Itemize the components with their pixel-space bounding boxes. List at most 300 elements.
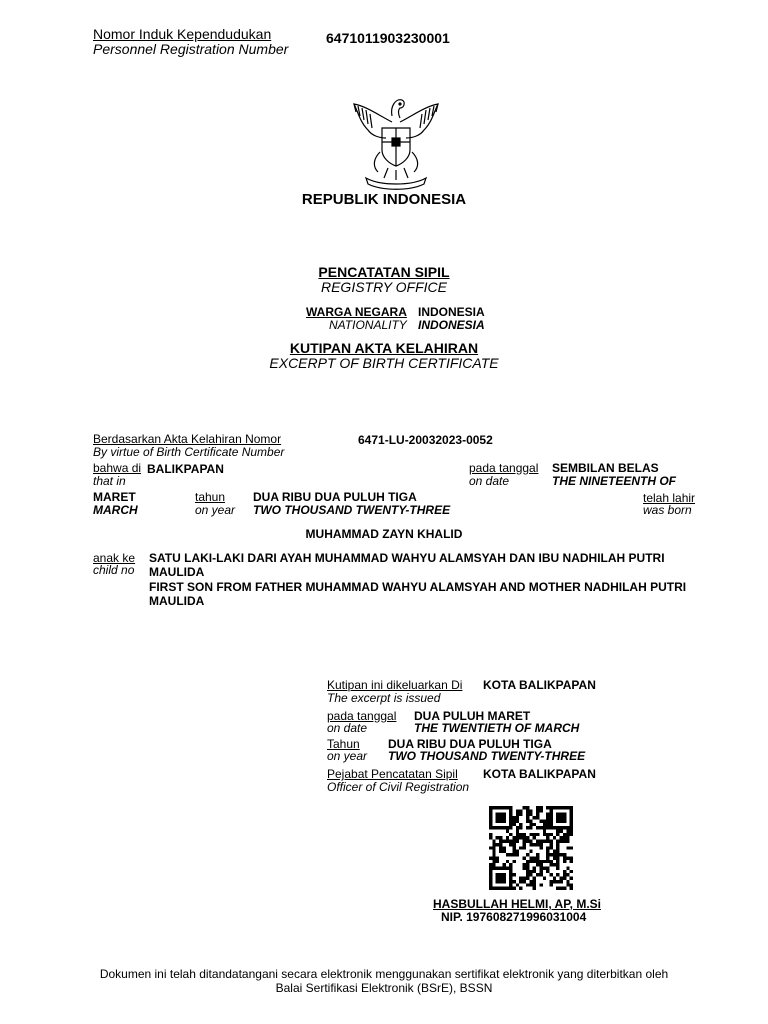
qr-module: [570, 816, 573, 819]
qr-module: [513, 850, 516, 853]
qr-module: [543, 860, 546, 863]
qr-module: [536, 826, 539, 829]
qr-module: [516, 833, 519, 836]
qr-module: [533, 887, 536, 890]
qr-module: [506, 836, 509, 839]
qr-module: [539, 840, 542, 843]
qr-module: [513, 846, 516, 849]
office-title: PENCATATAN SIPIL: [318, 264, 450, 280]
qr-module: [556, 826, 559, 829]
qr-module: [563, 826, 566, 829]
qr-module: [492, 866, 495, 869]
qr-module: [516, 813, 519, 816]
qr-module: [506, 853, 509, 856]
qr-module: [509, 806, 512, 809]
qr-module: [533, 870, 536, 873]
qr-module: [489, 863, 492, 866]
qr-module: [566, 806, 569, 809]
qr-module: [566, 830, 569, 833]
qr-module: [549, 823, 552, 826]
qr-module: [539, 806, 542, 809]
qr-module: [529, 843, 532, 846]
officer-label-en: Officer of Civil Registration: [327, 780, 470, 794]
qr-module: [526, 873, 529, 876]
nik-label-en: Personnel Registration Number: [93, 41, 289, 57]
qr-module: [492, 863, 495, 866]
qr-module: [509, 863, 512, 866]
qr-module: [526, 863, 529, 866]
qr-module: [543, 866, 546, 869]
qr-module: [526, 860, 529, 863]
qr-module: [509, 887, 512, 890]
birth-date-value: SEMBILAN BELAS: [552, 461, 659, 475]
qr-module: [556, 816, 559, 819]
qr-module: [546, 823, 549, 826]
qr-module: [556, 819, 559, 822]
qr-module: [539, 870, 542, 873]
qr-module: [526, 806, 529, 809]
qr-module: [492, 806, 495, 809]
qr-module: [553, 836, 556, 839]
qr-module: [519, 833, 522, 836]
cert-number-value: 6471-LU-20032023-0052: [358, 433, 493, 447]
qr-module: [529, 809, 532, 812]
qr-module: [566, 856, 569, 859]
qr-module: [489, 887, 492, 890]
doc-title: KUTIPAN AKTA KELAHIRAN: [289, 340, 479, 356]
qr-module: [549, 833, 552, 836]
nationality-value: INDONESIA: [418, 305, 485, 319]
qr-module: [489, 813, 492, 816]
nik-value: 6471011903230001: [326, 30, 450, 46]
qr-module: [533, 877, 536, 880]
qr-module: [499, 826, 502, 829]
qr-module: [492, 826, 495, 829]
qr-module: [502, 850, 505, 853]
qr-module: [543, 826, 546, 829]
qr-module: [496, 877, 499, 880]
qr-module: [570, 877, 573, 880]
qr-module: [539, 863, 542, 866]
qr-module: [553, 850, 556, 853]
qr-module: [523, 843, 526, 846]
place-label: bahwa di: [93, 461, 142, 475]
qr-module: [556, 843, 559, 846]
qr-module: [523, 833, 526, 836]
qr-module: [560, 819, 563, 822]
qr-module: [563, 853, 566, 856]
officer-label: Pejabat Pencatatan Sipil: [327, 767, 458, 781]
qr-module: [539, 819, 542, 822]
signer-nip: NIP. 197608271996031004: [441, 910, 587, 924]
qr-module: [543, 877, 546, 880]
issue-year-value: DUA RIBU DUA PULUH TIGA: [388, 737, 552, 751]
qr-module: [549, 809, 552, 812]
qr-module: [570, 846, 573, 849]
qr-module: [523, 846, 526, 849]
qr-module: [492, 850, 495, 853]
qr-module: [492, 840, 495, 843]
qr-module: [556, 856, 559, 859]
qr-module: [543, 840, 546, 843]
qr-module: [570, 826, 573, 829]
qr-module: [549, 826, 552, 829]
qr-module: [563, 836, 566, 839]
qr-module: [526, 877, 529, 880]
officer-value: KOTA BALIKPAPAN: [483, 767, 596, 781]
qr-module: [502, 813, 505, 816]
qr-module: [539, 866, 542, 869]
birth-date-label-en: on date: [469, 474, 510, 488]
qr-module: [502, 846, 505, 849]
qr-module: [502, 826, 505, 829]
qr-module: [496, 856, 499, 859]
qr-module: [536, 860, 539, 863]
qr-module: [546, 853, 549, 856]
qr-module: [519, 887, 522, 890]
qr-module: [516, 850, 519, 853]
parents-text: SATU LAKI-LAKI DARI AYAH MUHAMMAD WAHYU ALAMSYAH DAN IBU NADHILAH PUTRI MAULIDA: [149, 551, 665, 579]
qr-module: [543, 823, 546, 826]
qr-module: [549, 853, 552, 856]
birth-date-value-en: THE NINETEENTH OF: [552, 474, 677, 488]
qr-module: [556, 887, 559, 890]
born-label-en: was born: [643, 503, 692, 517]
qr-module: [489, 836, 492, 839]
birth-date-label: pada tanggal: [469, 461, 539, 475]
qr-module: [526, 813, 529, 816]
qr-module: [529, 823, 532, 826]
qr-module: [563, 840, 566, 843]
issue-date-label: pada tanggal: [327, 709, 397, 723]
qr-module: [553, 856, 556, 859]
qr-module: [526, 866, 529, 869]
qr-module: [496, 866, 499, 869]
issued-label: Kutipan ini dikeluarkan Di: [327, 678, 463, 692]
qr-module: [539, 843, 542, 846]
qr-module: [570, 813, 573, 816]
qr-module: [509, 880, 512, 883]
qr-module: [496, 873, 499, 876]
qr-module: [556, 880, 559, 883]
qr-module: [523, 806, 526, 809]
qr-module: [570, 823, 573, 826]
qr-module: [523, 866, 526, 869]
qr-module: [523, 836, 526, 839]
qr-module: [506, 887, 509, 890]
qr-module: [509, 816, 512, 819]
qr-module: [570, 887, 573, 890]
child-order-label-en: child no: [93, 563, 135, 577]
qr-module: [549, 843, 552, 846]
qr-module: [526, 853, 529, 856]
qr-module: [529, 813, 532, 816]
qr-module: [502, 866, 505, 869]
qr-module: [536, 843, 539, 846]
qr-module: [489, 877, 492, 880]
qr-module: [563, 856, 566, 859]
qr-module: [563, 833, 566, 836]
qr-module: [519, 809, 522, 812]
qr-module: [499, 866, 502, 869]
qr-module: [563, 873, 566, 876]
qr-module: [529, 826, 532, 829]
qr-module: [489, 856, 492, 859]
qr-module: [499, 873, 502, 876]
qr-module: [533, 836, 536, 839]
qr-module: [553, 806, 556, 809]
cert-number-label: Berdasarkan Akta Kelahiran Nomor: [93, 432, 282, 446]
qr-module: [506, 860, 509, 863]
qr-module: [556, 873, 559, 876]
qr-module: [536, 873, 539, 876]
qr-module: [566, 833, 569, 836]
qr-module: [499, 887, 502, 890]
qr-module: [539, 826, 542, 829]
qr-module: [536, 806, 539, 809]
qr-module: [499, 850, 502, 853]
qr-module: [516, 836, 519, 839]
qr-module: [549, 846, 552, 849]
qr-module: [496, 836, 499, 839]
qr-module: [489, 873, 492, 876]
qr-module: [570, 870, 573, 873]
qr-module: [556, 860, 559, 863]
qr-module: [549, 860, 552, 863]
qr-module: [546, 860, 549, 863]
qr-module: [509, 870, 512, 873]
qr-module: [519, 823, 522, 826]
qr-module: [556, 833, 559, 836]
qr-module: [556, 813, 559, 816]
qr-module: [513, 840, 516, 843]
qr-module: [533, 860, 536, 863]
birth-year-value-en: TWO THOUSAND TWENTY-THREE: [253, 503, 451, 517]
issue-date-value: DUA PULUH MARET: [414, 709, 531, 723]
qr-module: [543, 819, 546, 822]
child-order-label: anak ke: [93, 551, 136, 565]
qr-module: [506, 866, 509, 869]
qr-module: [533, 880, 536, 883]
issue-date-label-en: on date: [327, 721, 368, 735]
nationality-label-en: NATIONALITY: [329, 318, 407, 332]
qr-module: [519, 813, 522, 816]
qr-module: [513, 836, 516, 839]
qr-module: [560, 836, 563, 839]
qr-module: [489, 823, 492, 826]
birth-year-value: DUA RIBU DUA PULUH TIGA: [253, 490, 417, 504]
qr-module: [546, 856, 549, 859]
qr-module: [549, 840, 552, 843]
qr-module: [566, 883, 569, 886]
qr-module: [502, 863, 505, 866]
qr-module: [549, 816, 552, 819]
qr-module: [516, 816, 519, 819]
qr-module: [516, 826, 519, 829]
qr-module: [492, 853, 495, 856]
qr-module: [492, 860, 495, 863]
qr-module: [499, 846, 502, 849]
nationality-value-en: INDONESIA: [418, 318, 485, 332]
qr-module: [526, 819, 529, 822]
qr-module: [543, 833, 546, 836]
qr-module: [556, 850, 559, 853]
qr-module: [546, 806, 549, 809]
qr-module: [502, 840, 505, 843]
qr-module: [556, 840, 559, 843]
nik-label: Nomor Induk Kependudukan: [93, 26, 272, 42]
qr-module: [539, 873, 542, 876]
qr-module: [492, 887, 495, 890]
qr-module: [553, 877, 556, 880]
qr-module: [499, 877, 502, 880]
qr-module: [492, 856, 495, 859]
qr-module: [496, 887, 499, 890]
qr-module: [499, 880, 502, 883]
qr-module: [549, 813, 552, 816]
qr-module: [496, 860, 499, 863]
qr-module: [509, 866, 512, 869]
qr-module: [529, 833, 532, 836]
qr-module: [560, 826, 563, 829]
qr-module: [502, 816, 505, 819]
qr-module: [496, 813, 499, 816]
qr-module: [499, 840, 502, 843]
qr-module: [496, 806, 499, 809]
issue-year-value-en: TWO THOUSAND TWENTY-THREE: [388, 749, 586, 763]
qr-module: [549, 873, 552, 876]
qr-module: [536, 833, 539, 836]
footer-line-1: Dokumen ini telah ditandatangani secara elektronik menggunakan sertifikat elektronik yang diterbitkan oleh: [99, 967, 669, 981]
qr-module: [539, 860, 542, 863]
born-label: telah lahir: [643, 491, 696, 505]
qr-module: [570, 806, 573, 809]
qr-module: [502, 880, 505, 883]
qr-module: [536, 840, 539, 843]
qr-module: [516, 809, 519, 812]
qr-module: [529, 819, 532, 822]
qr-module: [496, 819, 499, 822]
qr-module: [502, 819, 505, 822]
qr-module: [563, 870, 566, 873]
issue-year-label-en: on year: [327, 749, 368, 763]
qr-module: [499, 836, 502, 839]
office-title-en: REGISTRY OFFICE: [320, 279, 447, 295]
qr-module: [523, 863, 526, 866]
qr-module: [529, 880, 532, 883]
qr-module: [509, 823, 512, 826]
birth-year-label: tahun: [195, 490, 226, 504]
qr-module: [553, 853, 556, 856]
qr-module: [533, 856, 536, 859]
qr-module: [489, 833, 492, 836]
qr-module: [509, 833, 512, 836]
qr-module: [492, 846, 495, 849]
qr-module: [509, 853, 512, 856]
qr-module: [499, 816, 502, 819]
qr-module: [529, 856, 532, 859]
qr-module: [549, 880, 552, 883]
qr-module: [526, 826, 529, 829]
qr-module: [513, 843, 516, 846]
qr-module: [566, 880, 569, 883]
qr-module: [496, 816, 499, 819]
qr-module: [546, 866, 549, 869]
qr-module: [536, 816, 539, 819]
qr-module: [546, 846, 549, 849]
qr-module: [553, 863, 556, 866]
qr-module: [560, 830, 563, 833]
qr-module: [536, 856, 539, 859]
qr-module: [489, 846, 492, 849]
qr-module: [570, 819, 573, 822]
birth-month-value-en: MARCH: [93, 503, 138, 517]
qr-module: [560, 816, 563, 819]
qr-module: [543, 830, 546, 833]
qr-module: [489, 819, 492, 822]
footer-line-2: Balai Sertifikasi Elektronik (BSrE), BSSN: [275, 981, 493, 995]
qr-module: [519, 846, 522, 849]
qr-module: [539, 883, 542, 886]
qr-module: [513, 873, 516, 876]
qr-module: [556, 846, 559, 849]
qr-module: [516, 853, 519, 856]
qr-module: [570, 860, 573, 863]
qr-module: [506, 826, 509, 829]
qr-module: [502, 873, 505, 876]
qr-module: [516, 819, 519, 822]
qr-module: [560, 813, 563, 816]
qr-module: [489, 809, 492, 812]
qr-module: [566, 873, 569, 876]
qr-module: [499, 843, 502, 846]
qr-module: [566, 840, 569, 843]
qr-module: [509, 873, 512, 876]
qr-module: [556, 863, 559, 866]
qr-module: [546, 819, 549, 822]
qr-module: [533, 883, 536, 886]
qr-module: [533, 843, 536, 846]
qr-module: [509, 843, 512, 846]
qr-module: [489, 816, 492, 819]
qr-module: [536, 813, 539, 816]
qr-module: [523, 880, 526, 883]
qr-module: [539, 846, 542, 849]
qr-module: [563, 887, 566, 890]
qr-module: [499, 819, 502, 822]
qr-module: [513, 823, 516, 826]
qr-module: [499, 806, 502, 809]
qr-module: [570, 833, 573, 836]
qr-module: [509, 840, 512, 843]
birth-year-label-en: on year: [195, 503, 236, 517]
qr-module: [539, 809, 542, 812]
garuda-emblem-icon: [340, 92, 452, 192]
qr-code-icon: [489, 806, 573, 890]
qr-module: [513, 816, 516, 819]
qr-module: [560, 880, 563, 883]
qr-module: [509, 819, 512, 822]
qr-module: [509, 877, 512, 880]
qr-module: [546, 816, 549, 819]
qr-module: [529, 840, 532, 843]
signer-name: HASBULLAH HELMI, AP, M.Si: [433, 897, 602, 911]
parents-text-en: FIRST SON FROM FATHER MUHAMMAD WAHYU ALAMSYAH AND MOTHER NADHILAH PUTRI MAULIDA: [149, 580, 687, 608]
qr-module: [506, 806, 509, 809]
qr-module: [519, 836, 522, 839]
qr-module: [556, 866, 559, 869]
qr-module: [513, 819, 516, 822]
